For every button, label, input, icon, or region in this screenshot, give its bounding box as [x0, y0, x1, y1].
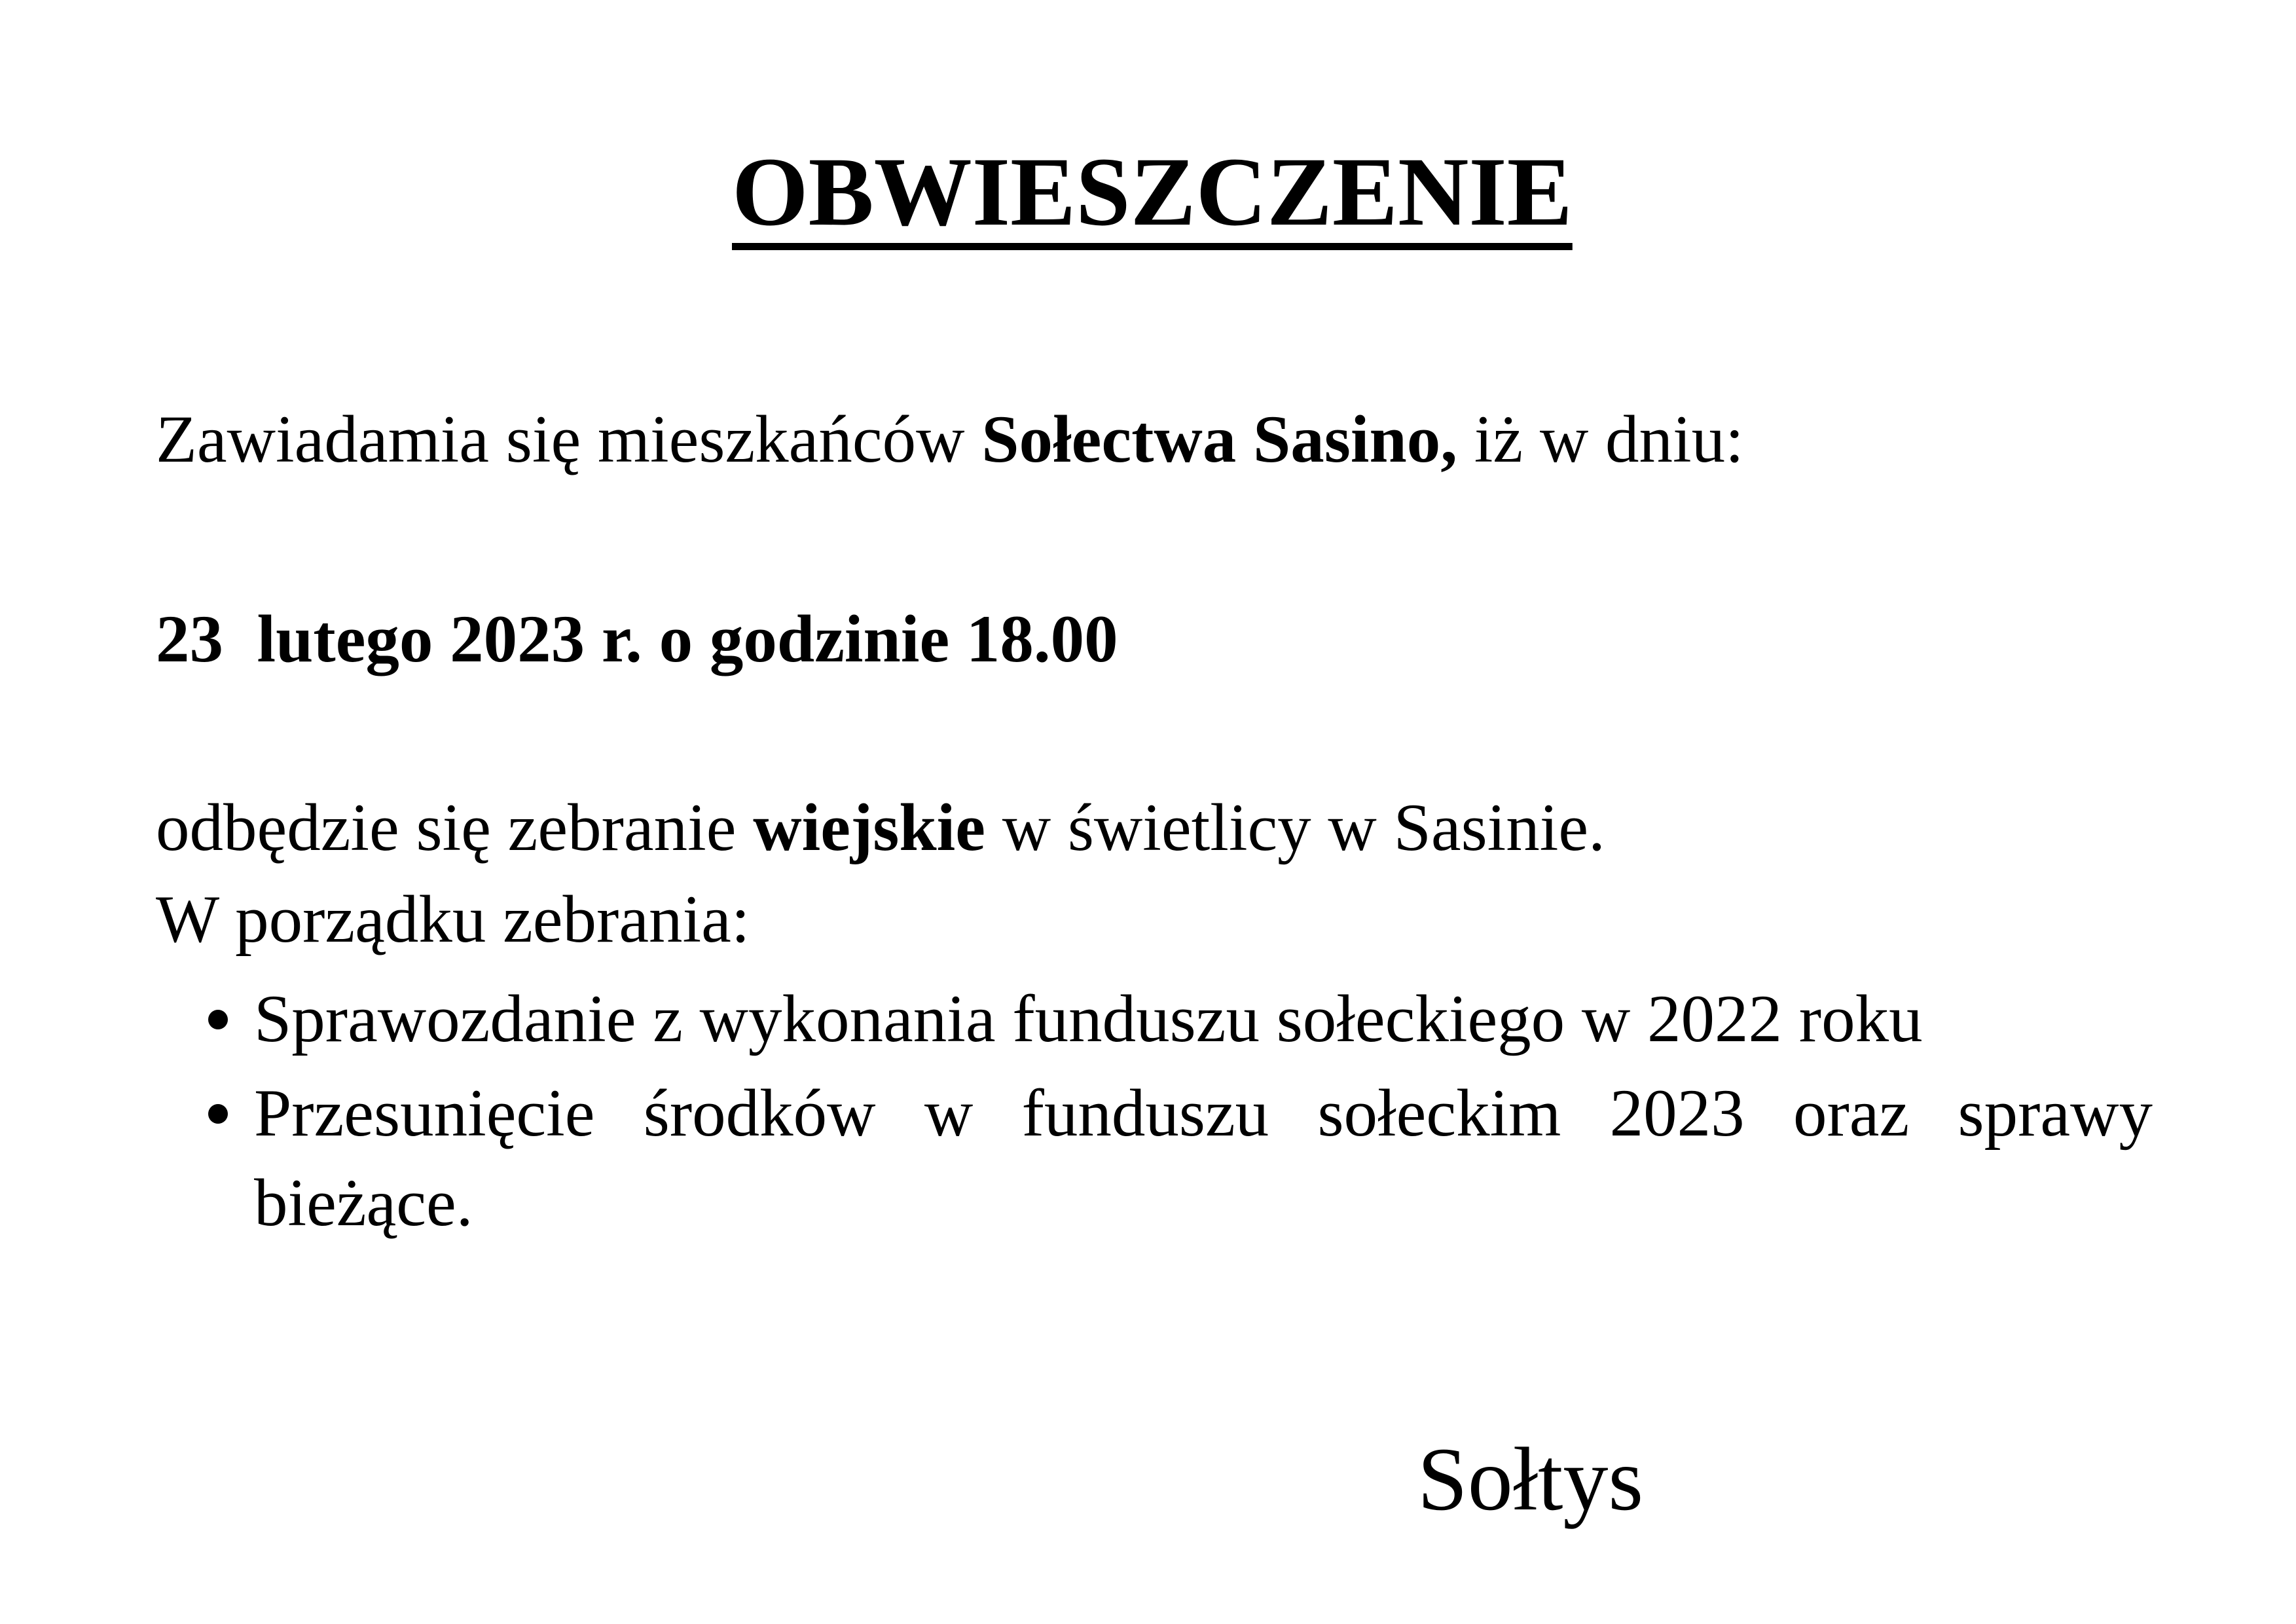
notice-title: OBWIESZCZENIE — [732, 138, 1573, 246]
agenda-heading: W porządku zebrania: — [156, 882, 750, 957]
agenda-item — [203, 1069, 2153, 1248]
signature-title: Sołtys — [1417, 1429, 1644, 1529]
agenda-item-text: Sprawozdanie z wykonania funduszu sołeckiego w 2022 roku — [254, 982, 1923, 1056]
place-text-end: w świetlicy w Sasinie. — [985, 790, 1605, 865]
intro-paragraph — [156, 402, 1744, 477]
bullet-icon — [208, 1010, 228, 1029]
agenda-item-text: Przesunięcie środków w funduszu sołeckim 2023 oraz sprawy bieżące. — [254, 1076, 2153, 1240]
agenda-list — [203, 974, 2153, 1253]
meeting-type: wiejskie — [753, 790, 985, 865]
bullet-icon — [208, 1104, 228, 1124]
intro-text-start: Zawiadamia się mieszkańców — [156, 402, 982, 477]
meeting-date-time: 23 lutego 2023 r. o godzinie 18.00 — [156, 602, 1118, 676]
place-text-start: odbędzie się zebranie — [156, 790, 754, 865]
meeting-place-paragraph — [156, 790, 1605, 865]
intro-village-name: Sołectwa Sasino, — [981, 402, 1458, 477]
agenda-item — [203, 974, 2153, 1064]
intro-text-end: iż w dniu: — [1457, 402, 1744, 477]
